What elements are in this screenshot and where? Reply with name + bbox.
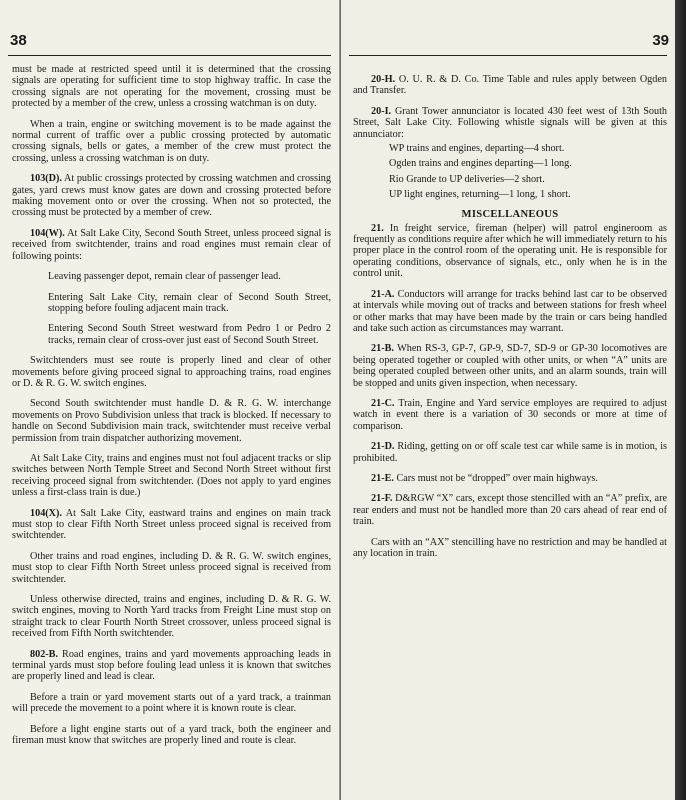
paragraph-text: Cars with an “AX” stencilling have no restriction and may be handled at any location in train. [353,536,667,559]
paragraph-text: O. U. R. & D. Co. Time Table and rules apply between Ogden and Transfer. [353,74,667,97]
rule-number: 21-D. [371,441,395,453]
paragraph-text: Cars must not be “dropped” over main highways. [393,472,598,484]
paragraph [353,537,667,560]
rule-number: 21-B. [371,343,394,355]
rule-paragraph [353,343,667,389]
paragraph [12,119,331,165]
paragraph-text: Riding, getting on or off scale test car while same is in motion, is prohibited. [353,441,667,464]
signal-line: UP light engines, returning—1 long, 1 short. [389,189,571,201]
left-page-body [12,64,331,756]
rule-number: 104(X). [30,507,62,519]
page-number: 39 [652,32,669,49]
paragraph [12,551,331,585]
rule-paragraph [12,649,331,683]
paragraph-text: Before a train or yard movement starts out of a yard track, a trainman will precede the movement to a point where it is known route is clear. [12,691,331,715]
paragraph-text: At Salt Lake City, eastward trains and engines on main track must stop to clear Fifth North Street unless proceed signal is received from switchtender. [12,507,331,542]
left-page [0,0,340,800]
rule-paragraph [353,493,667,527]
page-number: 38 [10,32,27,49]
paragraph-text: must be made at restricted speed until it is determined that the crossing signals are operating for sufficient time to stop highway traffic. In case the crossing signals are not operating for the movement, crossing must be protected by a member of the crew, unless a crossing watchman is on duty. [12,64,331,110]
paragraph [12,594,331,640]
paragraph [12,398,331,444]
signal-line: Rio Grande to UP deliveries—2 short. [389,173,545,185]
rule-paragraph [353,223,667,280]
paragraph-text: Grant Tower annunciator is located 430 feet west of 13th South Street, Salt Lake City. Following whistle signals will be given at this annunciator: [353,105,667,140]
rule-number: 802-B. [30,648,59,660]
paragraph-text: Leaving passenger depot, remain clear of passenger lead. [48,271,281,283]
right-page [341,0,675,800]
rule-paragraph [12,173,331,219]
book-edge-shadow [675,0,686,800]
rule-number: 21-C. [371,397,395,409]
sub-paragraph [48,292,331,315]
sub-paragraph [48,323,331,346]
signal-line: WP trains and engines, departing—4 short. [389,143,565,155]
paragraph-text: Other trains and road engines, including D. & R. G. W. switch engines, must stop to clear Fifth North Street unless proceed signal is received from switchtender. [12,550,331,585]
paragraph-text: Conductors will arrange for tracks behind last car to be observed at intervals while moving out of tracks and between stations for fresh wheel or other marks that may have been made by the train or cars being handled and take such action as circumstances may warrant. [353,288,667,334]
rule-number: 104(W). [30,227,65,239]
paragraph [12,355,331,389]
paragraph [12,453,331,499]
rule-number: 21-F. [371,493,393,505]
paragraph [12,64,331,110]
rule-number: 21-E. [371,472,394,484]
paragraph-text: At Salt Lake City, Second South Street, unless proceed signal is received from switchtender, trains and road engines must remain clear of following points: [12,227,331,262]
rule-number: 20-I. [371,105,392,117]
paragraph-text: At Salt Lake City, trains and engines must not foul adjacent tracks or slip switches between North Temple Street and Second North Street without first receiving proceed signal from switchtender. (Does not apply to yard engines unless a first-class train is due.) [12,452,331,499]
rule-paragraph [353,106,667,140]
rule-number: 21-A. [371,288,395,300]
paragraph [12,692,331,715]
right-page-body [353,74,667,568]
rule-paragraph [353,289,667,335]
paragraph-text: Before a light engine starts out of a yard track, both the engineer and fireman must know that switches are properly lined and route is clear. [12,723,331,747]
paragraph-text: At public crossings protected by crossing watchmen and crossing gates, yard crews must know gates are down and crossing protected before making movement onto or over the crossing. When not so protected, the crossing must be protected by a member of crew. [12,173,331,219]
header-rule [8,55,331,56]
paragraph-text: When RS-3, GP-7, GP-9, SD-7, SD-9 or GP-30 locomotives are being operated together or coupled with other units, or when “A” units are being operated coupled between other units, and an alarm sounds, train will be stopped and units given inspection, when necessary. [353,343,667,389]
paragraph-text: In freight service, fireman (helper) will patrol engineroom as frequently as conditions require after which he will immediately return to his proper place in the control room of the operating unit. He is responsible for operating conditions, observance of signals, etc., only when he is in the control unit. [353,222,667,280]
rule-paragraph [353,473,667,484]
paragraph-text: When a train, engine or switching movement is to be made against the normal current of traffic over a public crossing protected by automatic crossing signals, bells or gates, a member of the crew must protect the crossing, unless a crossing watchman is on duty. [12,118,331,164]
rule-number: 103(D). [30,173,62,185]
paragraph-text: Train, Engine and Yard service employes are required to adjust watch in event there is a variation of 30 seconds or more at time of comparison. [353,397,667,432]
paragraph-text: D&RGW “X” cars, except those stencilled with an “A” prefix, are rear enders and must not be handled more than 20 cars ahead of rear end of train. [353,493,667,528]
section-heading: MISCELLANEOUS [461,208,559,220]
rule-paragraph [353,441,667,464]
rule-number: 21. [371,222,384,234]
rule-paragraph [12,508,331,542]
rule-paragraph [12,228,331,262]
rule-number: 20-H. [371,74,396,85]
paragraph-text: Entering Second South Street westward from Pedro 1 or Pedro 2 tracks, remain clear of cross-over just east of Second South Street. [48,323,331,346]
paragraph-text: Road engines, trains and yard movements approaching leads in terminal yards must stop before fouling lead unless it is known that switches are properly lined and lead is clear. [12,648,331,683]
header-rule [349,55,667,56]
sub-paragraph [48,271,331,282]
paragraph-text: Entering Salt Lake City, remain clear of Second South Street, stopping before fouling adjacent main track. [48,291,331,314]
paragraph-text: Switchtenders must see route is properly lined and clear of other movements before giving proceed signal to approaching trains, road engines or D. & R. G. W. switch engines. [12,355,331,389]
paragraph-text: Unless otherwise directed, trains and engines, including D. & R. G. W. switch engines, moving to North Yard tracks from Freight Line must stop on straight track to clear Fourth North Street crossover, unless proceed signal is received from Fifth North switchtender. [12,594,331,640]
rule-paragraph [353,398,667,432]
signal-line: Ogden trains and engines departing—1 long. [389,158,572,170]
paragraph [12,724,331,747]
paragraph-text: Second South switchtender must handle D. & R. G. W. interchange movements on Provo Subdivision unless that track is blocked. If necessary to handle on Second Subdivision main track, switchtender must receive verbal permission from train dispatcher authorizing movement. [12,398,331,444]
rule-paragraph [353,74,667,97]
